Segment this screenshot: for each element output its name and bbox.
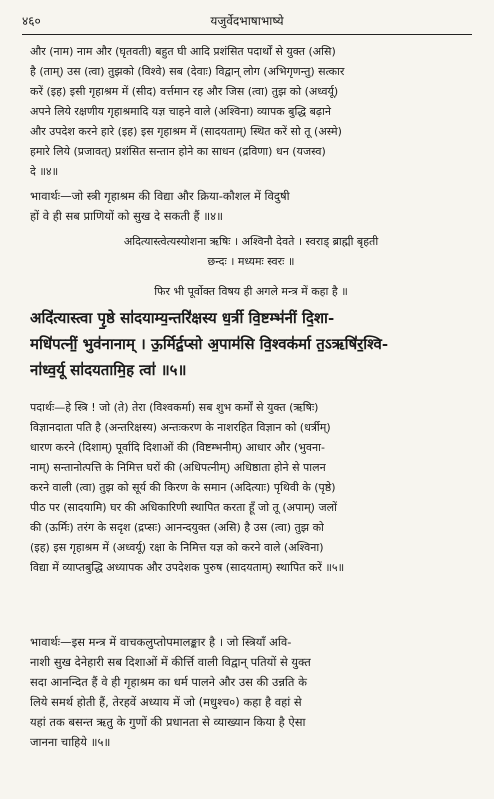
text-line: और उपदेश करने हारे (इह) इस गृहाश्रम में (सादयताम्) स्थित करें सो तू (अस्मे): [30, 125, 342, 138]
text-line: भावार्थः—इस मन्त्र में वाचकलुप्तोपमालङ्कार है । जो स्त्रियाँ अवि-: [30, 635, 292, 649]
page-number: ४६०: [22, 14, 41, 28]
text-line: अपने लिये रक्षणीय गृहाश्रमादि यज्ञ चाहने वाले (अश्विना) व्यापक बुद्धि बढ़ाने: [30, 105, 332, 118]
text-line: विद्या में व्याप्तबुद्धि अध्यापक और उपदेशक पुरुष (सादयताम्) स्थापित करें ॥५॥: [30, 561, 345, 574]
text-line: और (नाम) नाम और (घृतवती) बहुत घी आदि प्रशंसित पदार्थों से युक्त (असि): [30, 45, 336, 58]
text-line: हों वे ही सब प्राणियों को सुख दे सकती हैं ॥४॥: [30, 209, 224, 223]
bhavarth-4: [30, 186, 472, 226]
text-line: यहां तक बसन्त ऋतु के गुणों की प्रधानता से व्याख्यान किया है ऐसा: [30, 715, 306, 729]
bhavarth-5: [30, 632, 472, 752]
rishi-devata-block: [30, 232, 472, 272]
text-line: की (ऊर्मिः) तरंग के सदृश (द्रप्सः) आनन्दयुक्त (असि) है उस (त्वा) तुझ को: [30, 521, 324, 534]
intro-block: [30, 282, 472, 302]
text-line: हमारे लिये (प्रजावत्) प्रशंसित सन्तान होने का साधन (द्रविणा) धन (यजस्व): [30, 145, 326, 158]
text-line: जानना चाहिये ॥५॥: [30, 735, 111, 749]
mantra-line: मधि॑पत्नीं॒ भुव॑नानाम् । ऊ॒र्मिर्द्र॒प्सो अ॒पाम॑सि वि॒श्वक॑र्मा त॒ऽऋषि॑र॒श्वि-: [30, 335, 389, 353]
padarth-continued: [30, 42, 472, 182]
chhand-line: छन्दः । मध्यमः स्वरः ॥: [207, 255, 295, 268]
mantra-5: [30, 305, 472, 383]
text-line: दे ॥४॥: [30, 165, 59, 178]
text-line: पदार्थः—हे स्त्रि ! जो (ते) तेरा (विश्वकर्मा) सब शुभ कर्मों से युक्त (ऋषिः): [30, 401, 319, 414]
text-line: नाशी सुख देनेहारी सब दिशाओं में कीर्त्ति वाली विद्वान् पतियों से युक्त: [30, 655, 311, 669]
padarth-5: [30, 398, 472, 578]
rishi-line: अदित्यास्त्वेत्यस्योशना ऋषिः । अश्विनौ देवते । स्वराड् ब्राह्मी बृहती: [123, 235, 379, 248]
text-line: पीठ पर (सादयामि) घर की अधिकारिणी स्थापित करता हूँ जो तू (अपाम्) जलों: [30, 501, 337, 514]
text-line: है (ताम्) उस (त्वा) तुझको (विश्वे) सब (देवाः) विद्वान् लोग (अभिगृणन्तु) सत्कार: [30, 65, 345, 78]
mantra-line: अदि॑त्यास्त्वा पृ॒ष्ठे सा॑दयाम्य॒न्तरि॑क्षस्य ध॒र्त्री वि॒ष्टम्भ॑नीं दि॒शा-: [30, 309, 335, 327]
text-line: करने वाली (त्वा) तुझ को सूर्य की किरण के समान (अदित्याः) पृथिवी के (पृष्ठे): [30, 481, 336, 494]
text-line: (इह) इस गृहाश्रम में (अध्वर्यू) रक्षा के निमित्त यज्ञ को करने वाले (अश्विना): [30, 541, 324, 554]
text-line: भावार्थः—जो स्त्री गृहाश्रम की विद्या और क्रिया-कौशल में विदुषी: [30, 189, 290, 203]
text-line: लिये समर्थ होती हैं, तेरहवें अध्याय में जो (मधुश्च०) कहा है वहां से: [30, 695, 302, 709]
page-header: [22, 10, 472, 35]
text-line: करें (इह) इसी गृहाश्रम में (सीद) वर्त्तमान रह और जिस (त्वा) तुझ को (अध्वर्यू): [30, 85, 339, 98]
text-line: विज्ञानदाता पति है (अन्तरिक्षस्य) अन्तःकरण के नाशरहित विज्ञान को (धर्त्रीम्): [30, 421, 331, 434]
mantra-line: ना॑ध्व॒र्यू सा॑दयतामि॒ह त्वा॑ ॥५॥: [30, 361, 187, 379]
running-title: यजुर्वेदभाषाभाष्ये: [210, 14, 284, 28]
text-line: नाम्) सन्तानोत्पत्ति के निमित्त घरों की (अधिपत्नीम्) अधिष्ठाता होने से पालन: [30, 461, 326, 474]
intro-line: फिर भी पूर्वोक्त विषय ही अगले मन्त्र में कहा है ॥: [154, 285, 348, 298]
text-line: सदा आनन्दित हैं वे ही गृहाश्रम का धर्म पालने और उस की उन्नति के: [30, 675, 307, 689]
text-line: धारण करने (दिशाम्) पूर्वादि दिशाओं की (विष्टम्भनीम्) आधार और (भुवना-: [30, 441, 325, 454]
